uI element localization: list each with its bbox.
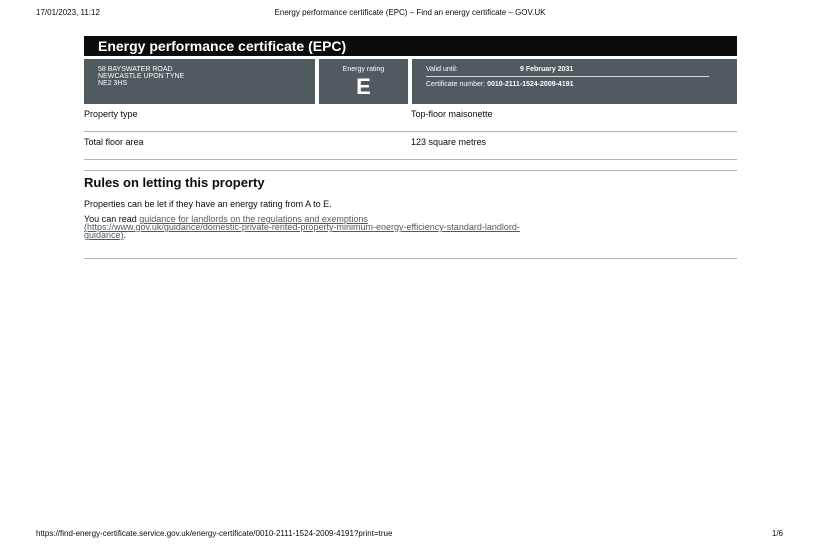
address-line-3: NE2 3HS: [98, 80, 128, 87]
summary-value: 123 square metres: [411, 137, 487, 147]
valid-until-label: Valid until:: [426, 66, 458, 73]
section-divider: [84, 170, 737, 171]
guidance-link[interactable]: guidance for landlords on the regulations and exemptions: [139, 214, 368, 224]
section-divider: [84, 258, 737, 259]
summary-row-property-type: [84, 104, 737, 132]
summary-key: Total floor area: [84, 137, 144, 147]
print-url: https://find-energy-certificate.service.gov.uk/energy-certificate/0010-2111-1524-2009-4191?print=true: [36, 529, 393, 538]
valid-until-value: 9 February 2031: [520, 66, 574, 73]
guidance-paragraph: [84, 215, 704, 239]
certificate-number-row: [426, 81, 574, 88]
summary-value: Top-floor maisonette: [411, 109, 493, 119]
energy-rating-value: E: [356, 74, 371, 99]
address-line-2: NEWCASTLE UPON TYNE: [98, 73, 185, 80]
address-line-1: 58 BAYSWATER ROAD: [98, 66, 173, 73]
certificate-number-value: 0010-2111-1524-2009-4191: [487, 81, 574, 88]
certificate-summary-panel: [84, 59, 737, 104]
energy-rating-label: Energy rating: [342, 66, 385, 73]
guidance-prefix: You can read: [84, 214, 140, 224]
guidance-suffix: .: [123, 230, 127, 240]
certificate-details: [412, 59, 737, 104]
guidance-url-line-2[interactable]: guidance): [84, 230, 124, 240]
print-page-title: Energy performance certificate (EPC) – Find an energy certificate – GOV.UK: [274, 8, 546, 17]
certificate-title: Energy performance certificate (EPC): [84, 36, 737, 56]
summary-row-floor-area: [84, 132, 737, 160]
energy-rating-box: [319, 59, 408, 104]
property-address: [84, 59, 315, 104]
print-page-number: 1/6: [771, 529, 783, 538]
certificate-number-label: Certificate number:: [426, 81, 486, 88]
details-divider: [426, 76, 709, 77]
guidance-url-line-1[interactable]: (https://www.gov.uk/guidance/domestic-private-rented-property-minimum-energy-efficiency-standard-landlord-: [84, 222, 520, 232]
summary-key: Property type: [84, 109, 138, 119]
print-datetime: 17/01/2023, 11:12: [36, 8, 100, 17]
rules-paragraph: Properties can be let if they have an energy rating from A to E.: [84, 199, 332, 209]
rules-heading: Rules on letting this property: [84, 175, 265, 190]
